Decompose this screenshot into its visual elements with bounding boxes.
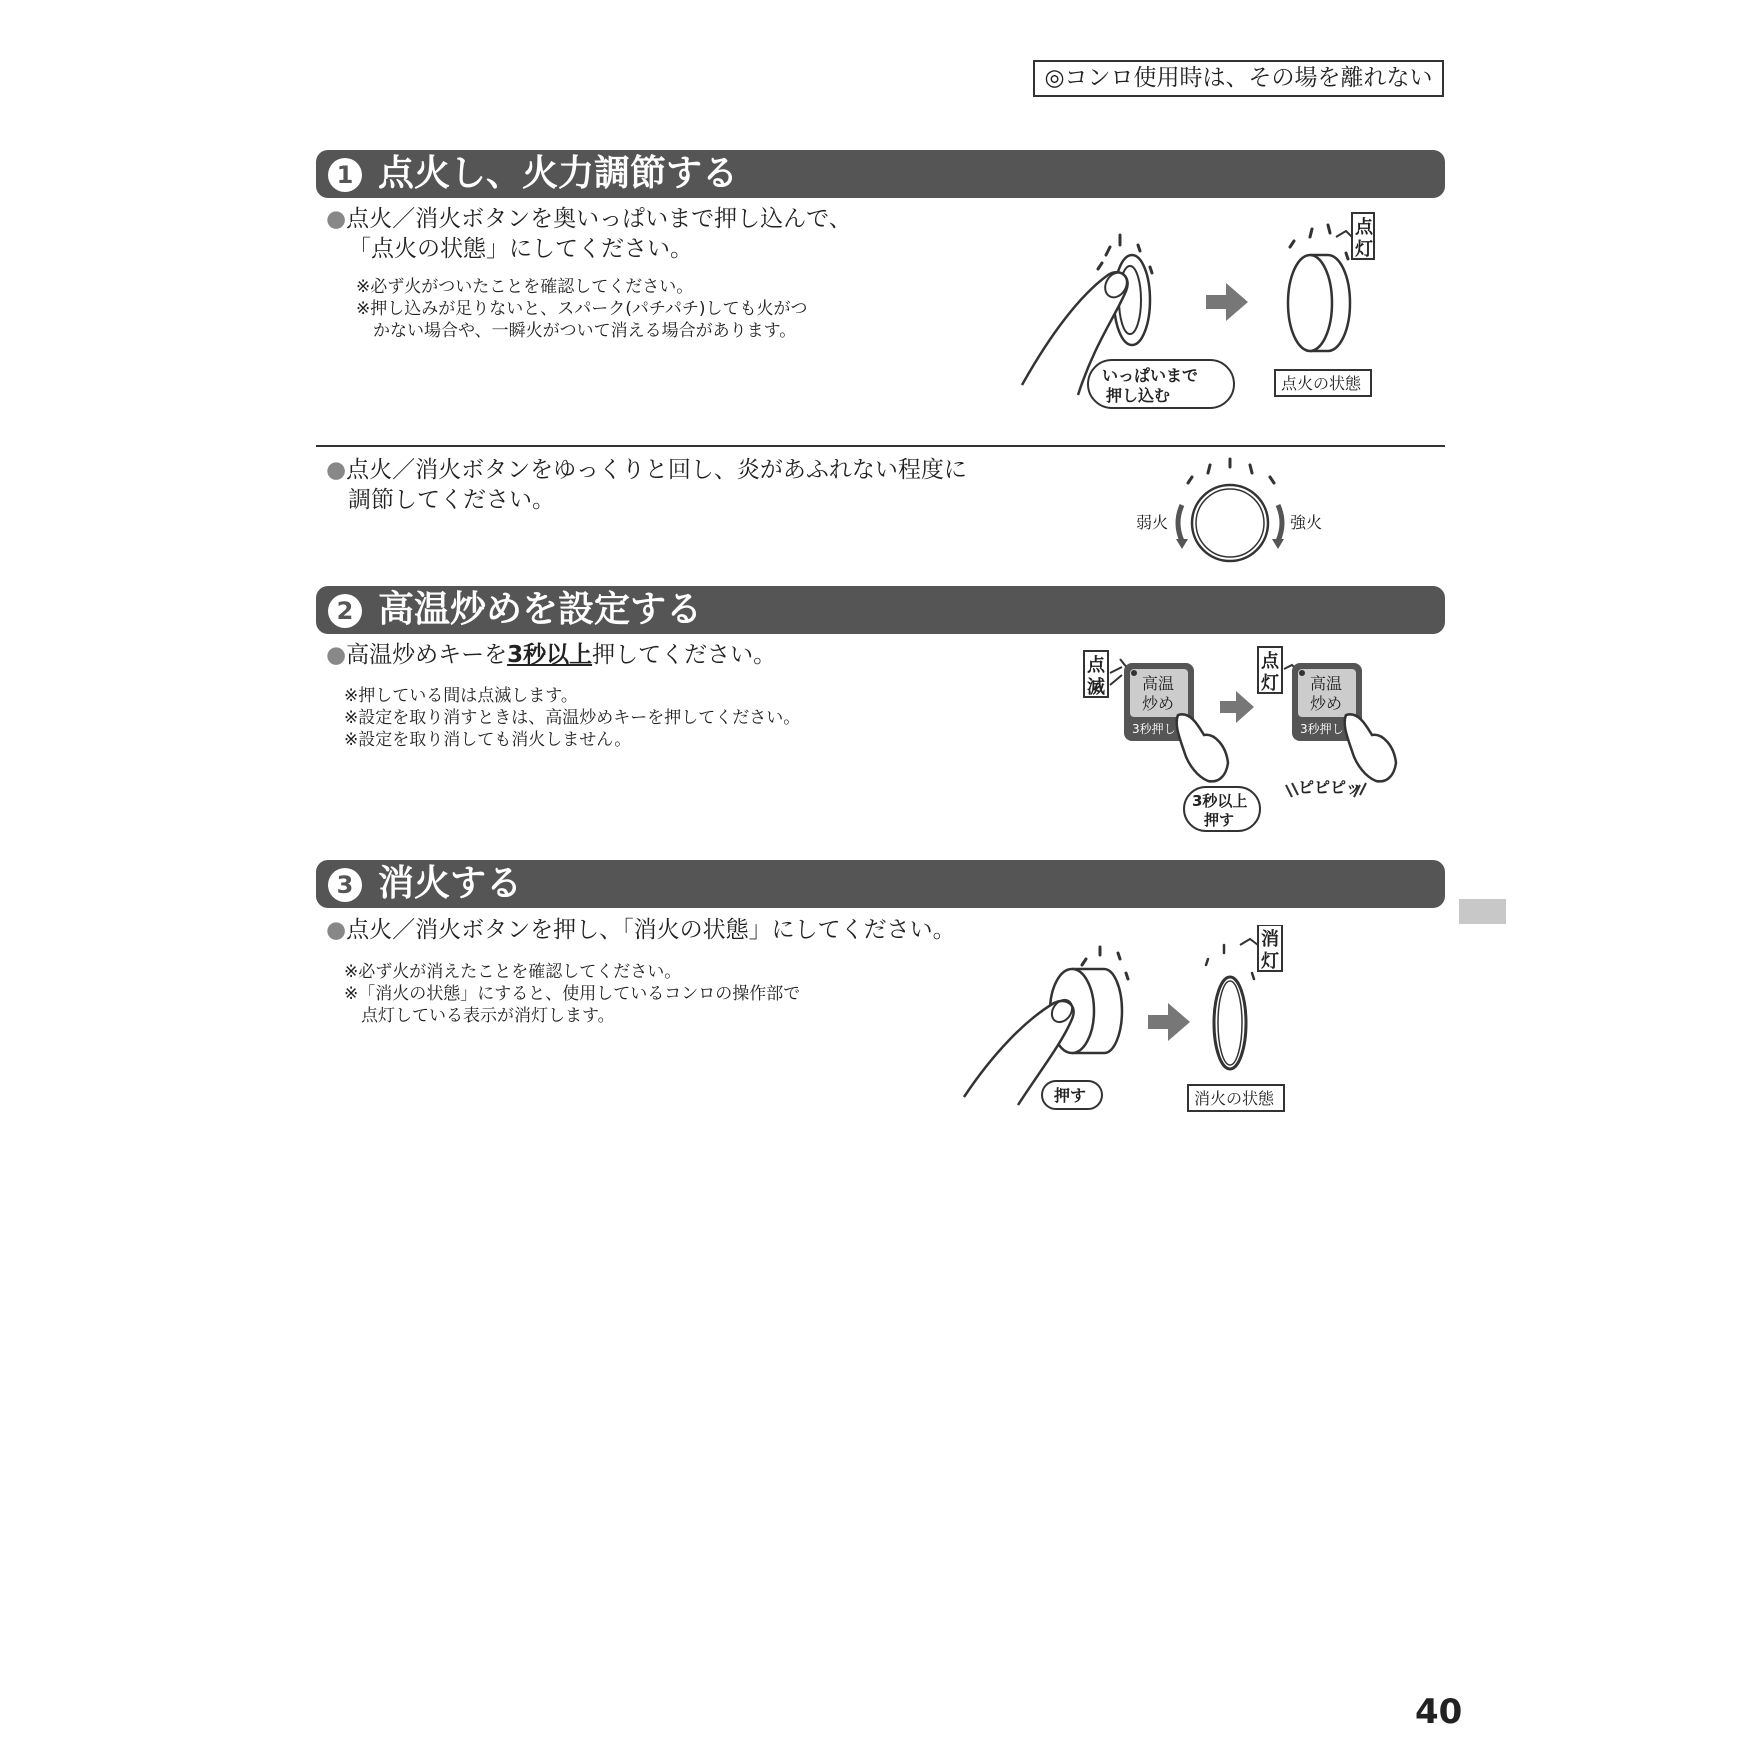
blink-char-2: 滅	[1087, 677, 1105, 698]
hand-pointer-icon-2	[1345, 714, 1396, 781]
key-sub-label: 3秒押し	[1132, 722, 1176, 736]
section-3-note-3: 点灯している表示が消灯します。	[344, 1006, 615, 1026]
ext-push-label: 押す	[1054, 1086, 1087, 1105]
weak-label: 弱火	[1136, 513, 1169, 532]
section-2-bullet	[326, 640, 776, 670]
extinguish-figure	[962, 925, 1302, 1115]
bullet-dot: ●	[326, 457, 347, 483]
ext-lamp-pointer	[1240, 939, 1258, 945]
blink-char-1: 点	[1087, 655, 1105, 676]
bullet-dot: ●	[326, 206, 347, 232]
chapter-side-tab	[1459, 899, 1506, 924]
bullet-dot: ●	[326, 917, 347, 943]
lamp-pointer	[1336, 231, 1352, 237]
page-number: 40	[1415, 1692, 1463, 1732]
section-1-title: 点火し、火力調節する	[378, 153, 739, 194]
strong-arrowhead	[1272, 539, 1284, 549]
section-2-note-1: ※押している間は点滅します。	[344, 686, 578, 706]
rotate-flame-ticks	[1188, 459, 1274, 483]
lamp-char-2: 灯	[1355, 239, 1373, 260]
ext-lamp-char-1: 消	[1261, 929, 1279, 950]
section-1-bullet-1-line-2: 「点火の状態」にしてください。	[348, 236, 693, 262]
press-label-line-2: 押す	[1204, 811, 1235, 829]
safety-note-box: ◎コンロ使用時は、その場を離れない	[1033, 60, 1444, 97]
press-label-line-1: 3秒以上	[1192, 792, 1248, 810]
lit-char-1: 点	[1261, 651, 1279, 672]
off-knob-face	[1214, 977, 1246, 1069]
section-1-bullet-2-line-1: 点火／消火ボタンをゆっくりと回し、炎があふれない程度に	[346, 457, 967, 483]
rotate-knob	[1192, 485, 1268, 561]
section-1-bullet-1	[326, 204, 852, 264]
section-3-bullet-text: 点火／消火ボタンを押し、「消火の状態」にしてください。	[346, 917, 956, 943]
section-1-note-2: ※押し込みが足りないと、スパーク(パチパチ)しても火がつ	[356, 299, 808, 319]
section-1-bullet-2-line-2: 調節してください。	[348, 487, 555, 513]
ext-lamp-char-2: 灯	[1261, 951, 1279, 972]
section-2-note-2: ※設定を取り消すときは、高温炒めキーを押してください。	[344, 708, 801, 728]
push-label-line-2: 押し込む	[1106, 386, 1171, 405]
rotate-figure	[1130, 455, 1330, 565]
section-1-header	[316, 150, 1445, 198]
section-3-bullet	[326, 915, 956, 945]
section-1-number: 1	[328, 158, 362, 192]
section-2-note-3: ※設定を取り消しても消火しません。	[344, 730, 632, 750]
lamp-char-1: 点	[1355, 217, 1373, 238]
strong-arrow-icon	[1278, 505, 1282, 541]
push-label-line-1: いっぱいまで	[1102, 366, 1199, 385]
weak-arrow-icon	[1178, 505, 1182, 541]
ext-state-label: 消火の状態	[1194, 1089, 1275, 1108]
section-2-number: 2	[328, 594, 362, 628]
hand-pointer-icon	[1177, 714, 1228, 781]
section-1-divider	[316, 445, 1445, 447]
section-3-number: 3	[328, 868, 362, 902]
section-1-note-1: ※必ず火がついたことを確認してください。	[356, 277, 694, 297]
section-2-title: 高温炒めを設定する	[378, 589, 703, 630]
section-1-note-3: かない場合や、一瞬火がついて消える場合があります。	[356, 321, 797, 341]
ignite-figure	[1020, 205, 1440, 415]
key2-label-line-2: 炒め	[1310, 694, 1343, 713]
section-2-notes	[344, 685, 800, 751]
ignite-state-label: 点火の状態	[1281, 374, 1362, 393]
arrow-right-icon-3	[1148, 1003, 1190, 1041]
arrow-right-icon-2	[1220, 691, 1254, 723]
off-ticks	[1206, 945, 1254, 979]
strong-label: 強火	[1290, 513, 1323, 532]
bullet-dot: ●	[326, 642, 347, 668]
beep-label: ピピピッ	[1298, 778, 1362, 797]
section-3-notes	[344, 961, 800, 1027]
section-3-header	[316, 860, 1445, 908]
lit-char-2: 灯	[1261, 673, 1279, 694]
key-indicator-dot-2	[1299, 670, 1305, 676]
section-3-note-2: ※「消火の状態」にすると、使用しているコンロの操作部で	[344, 984, 801, 1004]
section-2-bullet-emphasis: 3秒以上	[507, 642, 593, 668]
high-temp-figure	[1080, 645, 1420, 835]
section-2-header	[316, 586, 1445, 634]
key-indicator-dot	[1131, 670, 1137, 676]
key-label-line-1: 高温	[1142, 674, 1175, 693]
weak-arrowhead	[1176, 539, 1188, 549]
arrow-right-icon	[1206, 283, 1248, 321]
key2-label-line-1: 高温	[1310, 674, 1343, 693]
section-3-title: 消火する	[378, 863, 523, 904]
section-2-bullet-pre: 高温炒めキーを	[346, 642, 508, 668]
key-label-line-2: 炒め	[1142, 694, 1175, 713]
section-2-bullet-post: 押してください。	[592, 642, 777, 668]
lit-knob-face	[1288, 255, 1332, 351]
section-1-bullet-2	[326, 455, 967, 515]
section-3-note-1: ※必ず火が消えたことを確認してください。	[344, 962, 682, 982]
key2-sub-label: 3秒押し	[1300, 722, 1344, 736]
section-1-notes	[356, 276, 808, 342]
section-1-bullet-1-line-1: 点火／消火ボタンを奥いっぱいまで押し込んで、	[346, 206, 852, 232]
